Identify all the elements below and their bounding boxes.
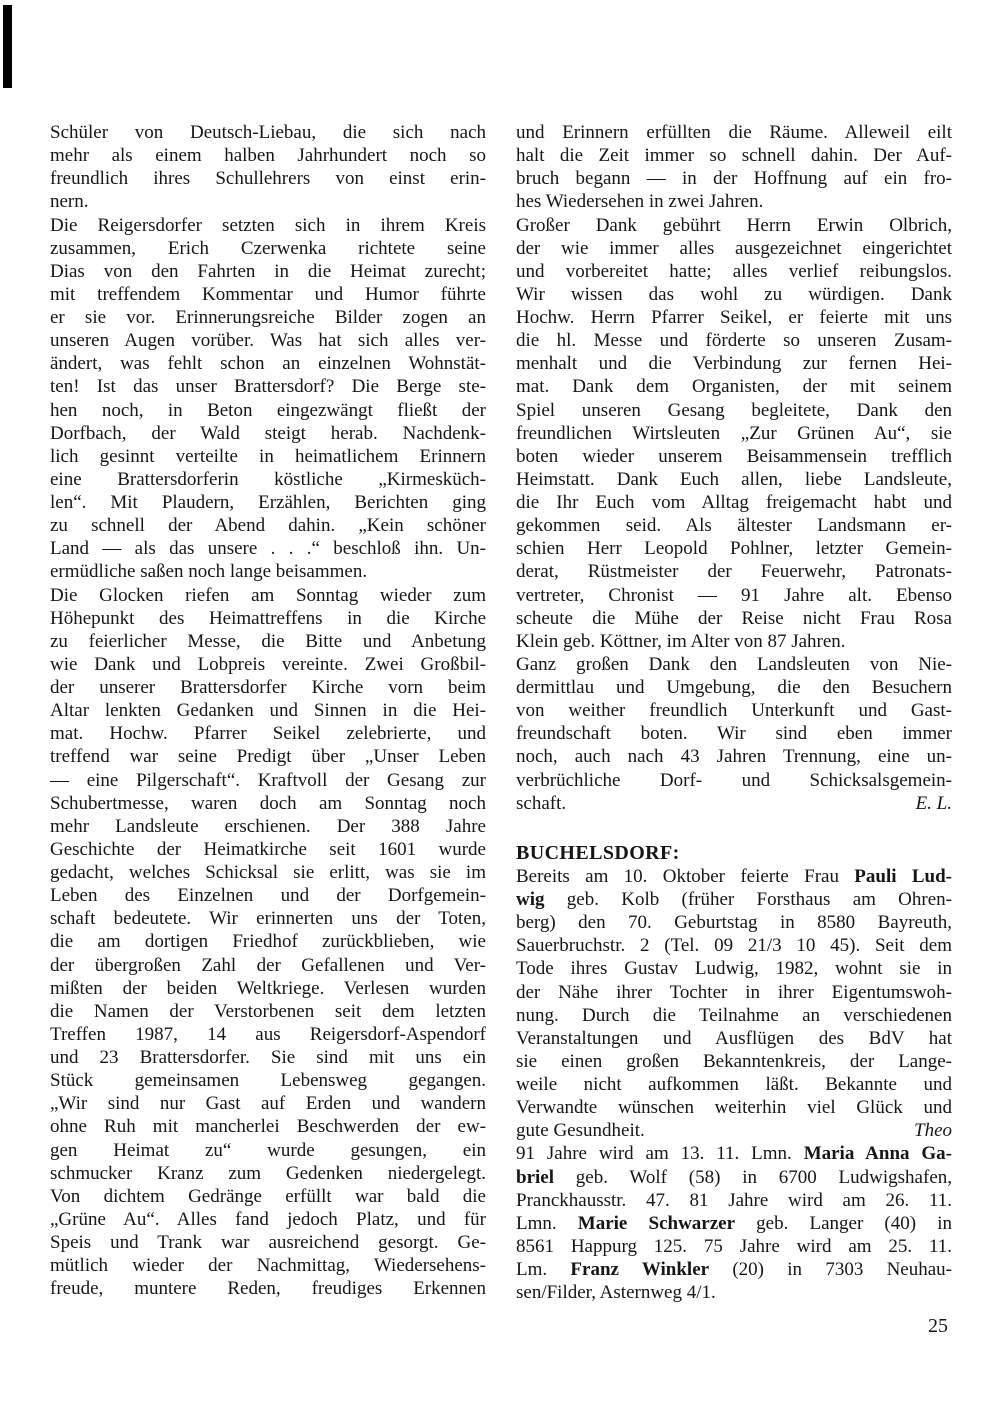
line-text: bruch begann — in der Hoffnung auf ein fro-: [516, 168, 952, 190]
line-text: Höhepunkt des Heimattreffens in die Kirche: [50, 607, 486, 629]
line-text: sen/Filder, Asternweg 4/1.: [516, 1282, 716, 1304]
text-line: [50, 1115, 486, 1138]
line-text: gute Gesundheit.: [516, 1120, 645, 1142]
line-text: noch, auch nach 43 Jahren Trennung, eine un-: [516, 746, 952, 768]
section-heading: [516, 842, 952, 865]
line-text: sie einen großen Bekanntenkreis, der Lange-: [516, 1050, 952, 1072]
text-line: [50, 838, 486, 861]
text-line: [50, 445, 486, 468]
line-text: Dias von den Fahrten in die Heimat zurecht;: [50, 260, 486, 282]
text-line: [516, 514, 952, 537]
line-text: die hl. Messe und förderte so unseren Zusam-: [516, 330, 952, 352]
text-line: [516, 630, 952, 653]
line-text: hen noch, in Beton eingezwängt fließt der: [50, 399, 486, 421]
text-line: [516, 792, 952, 815]
text-line: [516, 260, 952, 283]
text-line: [50, 1254, 486, 1277]
line-text: 8561 Happurg 125. 75 Jahre wird am 25. 11.: [516, 1235, 952, 1257]
signature: E. L.: [915, 792, 952, 814]
line-text: Spiel unseren Gesang begleitete, Dank den: [516, 399, 952, 421]
line-text: weile nicht aufkommen läßt. Bekannte und: [516, 1074, 952, 1095]
line-text: zu schnell der Abend dahin. „Kein schöner: [50, 515, 486, 537]
text-line: [516, 934, 952, 957]
line-text: mehr Landsleute erschienen. Der 388 Jahre: [50, 815, 486, 837]
text-line: [516, 375, 952, 398]
text-line: [516, 676, 952, 699]
line-text: Schubertmesse, waren doch am Sonntag noch: [50, 792, 486, 814]
text-line: [50, 676, 486, 699]
line-text: er sie vor. Erinnerungsreiche Bilder zogen an: [50, 307, 486, 328]
line-text: schmucker Kranz zum Gedenken niedergelegt.: [50, 1162, 486, 1184]
line-text: mehr als einem halben Jahrhundert noch so: [50, 145, 486, 167]
line-text: mat. Hochw. Pfarrer Seikel zelebrierte, und: [50, 723, 486, 745]
text-line: [50, 584, 486, 607]
line-text: zusammen, Erich Czerwenka richtete seine: [50, 237, 486, 259]
line-text: gen Heimat zu“ wurde gesungen, ein: [50, 1139, 486, 1161]
text-line: [516, 745, 952, 768]
line-text: Lm. Franz Winkler (20) in 7303 Neuhau-: [516, 1259, 952, 1280]
line-text: schaft.: [516, 792, 567, 814]
line-text: boten wieder unserem Beisammensein trefflich: [516, 445, 952, 467]
two-column-text-area: [50, 121, 952, 1304]
line-text: ten! Ist das unser Brattersdorf? Die Berge ste-: [50, 376, 486, 398]
text-line: [516, 144, 952, 167]
line-text: Großer Dank gebührt Herrn Erwin Olbrich,: [516, 214, 952, 236]
text-line: [50, 653, 486, 676]
text-line: [50, 514, 486, 537]
line-text: Lmn. Marie Schwarzer geb. Langer (40) in: [516, 1212, 952, 1234]
text-line: [50, 260, 486, 283]
line-text: freundschaft boten. Wir sind eben immer: [516, 723, 952, 745]
line-text: berg) den 70. Geburtstag in 8580 Bayreuth,: [516, 912, 952, 934]
line-text: Die Glocken riefen am Sonntag wieder zum: [50, 584, 486, 606]
text-line: [50, 352, 486, 375]
text-line: [516, 422, 952, 445]
line-text: der übergroßen Zahl der Gefallenen und Ver-: [50, 954, 486, 976]
text-line: [50, 699, 486, 722]
text-line: [50, 954, 486, 977]
line-text: und vorbereitet hatte; alles verlief reibungslos.: [516, 260, 952, 282]
line-text: freundlichen Wirtsleuten „Zur Grünen Au“, sie: [516, 422, 952, 444]
text-line: [50, 907, 486, 930]
line-text: mit treffendem Kommentar und Humor führte: [50, 283, 486, 305]
line-text: Von dichtem Gedränge erfüllt war bald die: [50, 1185, 486, 1207]
text-line: [50, 1023, 486, 1046]
text-line: [516, 1073, 952, 1096]
line-text: mütlich wieder der Nachmittag, Wiedersehens-: [50, 1255, 486, 1277]
text-line: [516, 491, 952, 514]
line-text: dermittlau und Umgebung, die den Besuchern: [516, 677, 952, 698]
line-text: Speis und Trank war ausreichend gesorgt. Ge-: [50, 1232, 486, 1253]
text-line: [516, 1189, 952, 1212]
line-text: die am dortigen Friedhof zurückblieben, wie: [50, 931, 486, 953]
text-line: [50, 1162, 486, 1185]
text-line: [516, 1258, 952, 1281]
text-line: [516, 560, 952, 583]
text-line: [516, 607, 952, 630]
text-line: [516, 1212, 952, 1235]
text-line: [516, 584, 952, 607]
line-text: halt die Zeit immer so schnell dahin. Der Auf-: [516, 145, 952, 167]
line-text: schien Herr Leopold Pohlner, letzter Gemein-: [516, 538, 952, 560]
line-text: gekommen seid. Als ältester Landsmann er-: [516, 515, 952, 537]
text-line: [516, 283, 952, 306]
text-line: [516, 121, 952, 144]
text-line: [516, 722, 952, 745]
line-text: Sauerbruchstr. 2 (Tel. 09 21/3 10 45). Seit dem: [516, 935, 952, 957]
right-column: [516, 121, 952, 1304]
text-line: [516, 1050, 952, 1073]
line-text: Dorfbach, der Wald steigt herab. Nachdenk-: [50, 422, 486, 444]
text-line: [50, 1000, 486, 1023]
line-text: Verwandte wünschen weiterhin viel Glück und: [516, 1097, 952, 1119]
text-line: [50, 1046, 486, 1069]
text-line: [50, 815, 486, 838]
text-line: [516, 1166, 952, 1189]
line-text: und Erinnern erfüllten die Räume. Alleweil eilt: [516, 122, 952, 143]
text-line: [516, 865, 952, 888]
text-line: [516, 214, 952, 237]
line-text: die Ihr Euch vom Alltag freigemacht habt und: [516, 492, 952, 513]
text-line: [50, 1277, 486, 1300]
text-line: [50, 144, 486, 167]
text-line: [516, 957, 952, 980]
line-text: briel geb. Wolf (58) in 6700 Ludwigshafen,: [516, 1166, 952, 1188]
line-text: Tode ihres Gustav Ludwig, 1982, wohnt sie in: [516, 958, 952, 980]
text-line: [516, 399, 952, 422]
line-text: freude, muntere Reden, freudiges Erkennen: [50, 1278, 486, 1300]
line-text: zu feierlicher Messe, die Bitte und Anbetung: [50, 630, 486, 652]
line-text: ändert, was fehlt schon an einzelnen Wohnstät-: [50, 353, 486, 375]
line-text: gedacht, welches Schicksal sie erlitt, was sie im: [50, 862, 486, 883]
line-text: derat, Rüstmeister der Feuerwehr, Patronats-: [516, 561, 952, 583]
line-text: Die Reigersdorfer setzten sich in ihrem Kreis: [50, 214, 486, 236]
line-text: schaft bedeutete. Wir erinnerten uns der Toten,: [50, 908, 486, 930]
text-line: [516, 468, 952, 491]
line-text: menhalt und die Verbindung zur fernen Hei-: [516, 353, 952, 375]
line-text: Stück gemeinsamen Lebensweg gegangen.: [50, 1070, 486, 1092]
text-line: [516, 1281, 952, 1304]
page-number: 25: [928, 1315, 948, 1337]
line-text: verbrüchliche Dorf- und Schicksalsgemein-: [516, 769, 952, 791]
line-text: treffend war seine Predigt über „Unser Leben: [50, 746, 486, 768]
line-text: und 23 Brattersdorfer. Sie sind mit uns ein: [50, 1047, 486, 1068]
text-line: [50, 329, 486, 352]
text-line: [516, 911, 952, 934]
text-line: [50, 283, 486, 306]
line-text: 91 Jahre wird am 13. 11. Lmn. Maria Anna Ga-: [516, 1143, 952, 1165]
line-text: der unserer Brattersdorfer Kirche vorn beim: [50, 677, 486, 698]
text-line: [50, 1069, 486, 1092]
text-line: [50, 237, 486, 260]
text-line: [50, 769, 486, 792]
text-line: [516, 981, 952, 1004]
line-text: Klein geb. Köttner, im Alter von 87 Jahren.: [516, 630, 846, 652]
text-line: [50, 121, 486, 144]
text-line: [516, 653, 952, 676]
text-line: [50, 607, 486, 630]
text-line: [516, 190, 952, 213]
text-line: [50, 190, 486, 213]
text-line: [50, 375, 486, 398]
line-text: der Nähe ihrer Tochter in ihrer Eigentumswoh-: [516, 981, 952, 1003]
line-text: Bereits am 10. Oktober feierte Frau Pauli Lud-: [516, 865, 952, 887]
line-text: — eine Pilgerschaft“. Kraftvoll der Gesang zur: [50, 769, 486, 791]
text-line: [516, 167, 952, 190]
line-text: Leben des Einzelnen und der Dorfgemein-: [50, 885, 486, 907]
text-line: [516, 352, 952, 375]
text-line: [50, 630, 486, 653]
line-text: Schüler von Deutsch-Liebau, die sich nach: [50, 122, 486, 143]
text-line: [516, 888, 952, 911]
scan-artifact-mark: [3, 5, 12, 88]
text-line: [50, 399, 486, 422]
line-text: freundlich ihres Schullehrers von einst erin-: [50, 168, 486, 190]
text-line: [50, 722, 486, 745]
signature: Theo: [914, 1120, 952, 1142]
text-line: [516, 237, 952, 260]
line-text: mißten der beiden Weltkriege. Verlesen wurden: [50, 977, 486, 999]
text-line: [50, 884, 486, 907]
line-text: mat. Dank dem Organisten, der mit seinem: [516, 376, 952, 398]
line-text: Geschichte der Heimatkirche seit 1601 wurde: [50, 838, 486, 860]
line-text: Wir wissen das wohl zu würdigen. Dank: [516, 283, 952, 305]
line-text: vertreter, Chronist — 91 Jahre alt. Ebenso: [516, 584, 952, 606]
line-text: nung. Durch die Teilnahme an verschiedenen: [516, 1004, 952, 1026]
line-text: Pranckhausstr. 47. 81 Jahre wird am 26. 11.: [516, 1189, 952, 1211]
text-line: [50, 468, 486, 491]
text-line: [516, 1096, 952, 1119]
line-text: der wie immer alles ausgezeichnet eingerichtet: [516, 237, 952, 259]
line-text: BUCHELSDORF:: [516, 841, 680, 864]
line-text: nern.: [50, 191, 89, 213]
text-line: [516, 445, 952, 468]
line-text: Land — als das unsere . . .“ beschloß ihn. Un-: [50, 538, 486, 560]
line-text: Heimstatt. Dank Euch allen, liebe Landsleute,: [516, 468, 952, 490]
text-line: [50, 306, 486, 329]
left-column: [50, 121, 486, 1304]
line-text: len“. Mit Plaudern, Erzählen, Berichten ging: [50, 492, 486, 513]
line-text: unseren Augen vorüber. Was hat sich alles ver-: [50, 330, 486, 352]
text-line: [516, 1027, 952, 1050]
line-text: lich gesinnt verteilte in heimatlichem Erinnern: [50, 445, 486, 467]
line-text: Altar lenkten Gedanken und Sinnen in die Hei-: [50, 700, 486, 722]
text-line: [516, 537, 952, 560]
text-line: [50, 491, 486, 514]
text-line: [50, 745, 486, 768]
text-line: [50, 1092, 486, 1115]
text-line: [50, 1185, 486, 1208]
text-line: [516, 1119, 952, 1142]
text-line: [50, 930, 486, 953]
text-line: [50, 167, 486, 190]
text-line: [516, 1004, 952, 1027]
line-text: eine Brattersdorferin köstliche „Kirmesküch-: [50, 468, 486, 490]
text-line: [516, 1142, 952, 1165]
line-text: „Grüne Au“. Alles fand jedoch Platz, und für: [50, 1208, 486, 1230]
line-text: ermüdliche saßen noch lange beisammen.: [50, 561, 368, 583]
text-line: [50, 1139, 486, 1162]
line-text: „Wir sind nur Gast auf Erden und wandern: [50, 1093, 486, 1115]
text-line: [516, 769, 952, 792]
text-line: [50, 214, 486, 237]
line-text: hes Wiedersehen in zwei Jahren.: [516, 191, 764, 213]
line-text: wie Dank und Lobpreis vereinte. Zwei Großbil-: [50, 653, 486, 675]
text-line: [50, 1208, 486, 1231]
text-line: [50, 977, 486, 1000]
text-line: [50, 560, 486, 583]
line-text: ohne Ruh mit mancherlei Beschwerden der ew-: [50, 1116, 486, 1138]
line-text: Ganz großen Dank den Landsleuten von Nie-: [516, 653, 952, 675]
line-text: Treffen 1987, 14 aus Reigersdorf-Aspendorf: [50, 1023, 486, 1045]
line-text: von weither freundlich Unterkunft und Gast-: [516, 700, 952, 722]
line-text: scheute die Mühe der Reise nicht Frau Rosa: [516, 607, 952, 629]
text-line: [516, 1235, 952, 1258]
text-line: [516, 329, 952, 352]
line-text: Hochw. Herrn Pfarrer Seikel, er feierte mit uns: [516, 307, 952, 328]
text-line: [50, 861, 486, 884]
text-line: [516, 306, 952, 329]
text-line: [50, 537, 486, 560]
text-line: [50, 792, 486, 815]
line-text: wig geb. Kolb (früher Forsthaus am Ohren-: [516, 889, 952, 910]
text-line: [516, 699, 952, 722]
text-line: [50, 422, 486, 445]
line-text: die Namen der Verstorbenen seit dem letzten: [50, 1000, 486, 1022]
line-text: Veranstaltungen und Ausflügen des BdV hat: [516, 1027, 952, 1049]
text-line: [50, 1231, 486, 1254]
